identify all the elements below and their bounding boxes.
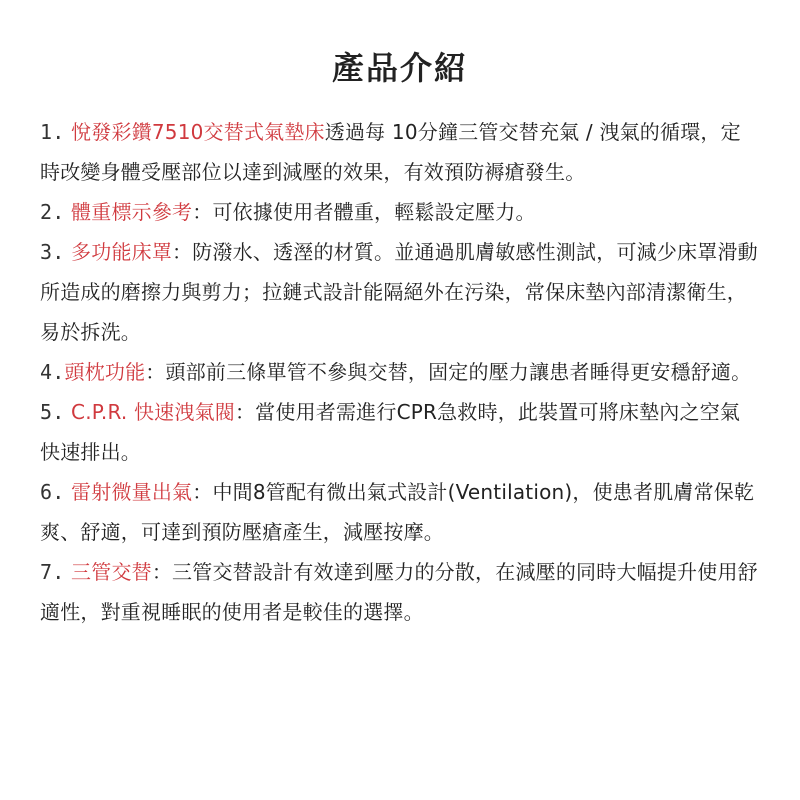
item-number: 1. (40, 120, 65, 144)
feature-description: ：中間8管配有微出氣式設計(Ventilation)，使患者肌膚常保乾爽、舒適，可達到預防壓瘡產生，減壓按摩。 (40, 480, 755, 544)
feature-name: 多功能床罩 (71, 240, 173, 264)
feature-description: ：當使用者需進行CPR急救時，此裝置可將床墊內之空氣快速排出。 (40, 400, 741, 464)
feature-item-3 (40, 232, 760, 352)
item-number: 4. (40, 360, 65, 384)
item-number: 7. (40, 560, 65, 584)
feature-name: C.P.R. 快速洩氣閥 (71, 400, 235, 424)
feature-name: 體重標示參考 (71, 200, 193, 224)
feature-description: ：防潑水、透溼的材質。並通過肌膚敏感性測試，可減少床罩滑動所造成的磨擦力與剪力；拉鏈式設計能隔絕外在污染，常保床墊內部清潔衛生，易於拆洗。 (40, 240, 758, 344)
item-number: 5. (40, 400, 65, 424)
feature-description: 透過每 10分鐘三管交替充氣 / 洩氣的循環，定時改變身體受壓部位以達到減壓的效果，有效預防褥瘡發生。 (40, 120, 741, 184)
feature-item-7 (40, 552, 760, 632)
item-number: 3. (40, 240, 65, 264)
feature-description: ：可依據使用者體重，輕鬆設定壓力。 (192, 200, 536, 224)
feature-name: 雷射微量出氣 (71, 480, 193, 504)
feature-list (40, 112, 760, 632)
feature-description: ：三管交替設計有效達到壓力的分散，在減壓的同時大幅提升使用舒適性，對重視睡眠的使用者是較佳的選擇。 (40, 560, 758, 624)
feature-name: 悅發彩鑽7510交替式氣墊床 (71, 120, 325, 144)
feature-name: 三管交替 (71, 560, 152, 584)
feature-item-5 (40, 392, 760, 472)
feature-item-1 (40, 112, 760, 192)
item-number: 2. (40, 200, 65, 224)
feature-item-4 (40, 352, 760, 392)
feature-item-2 (40, 192, 760, 232)
page-title: 產品介紹 (331, 49, 468, 87)
feature-name: 頭枕功能 (64, 360, 146, 384)
feature-description: ：頭部前三條單管不參與交替，固定的壓力讓患者睡得更安穩舒適。 (145, 360, 752, 384)
feature-item-6 (40, 472, 760, 552)
item-number: 6. (40, 480, 65, 504)
